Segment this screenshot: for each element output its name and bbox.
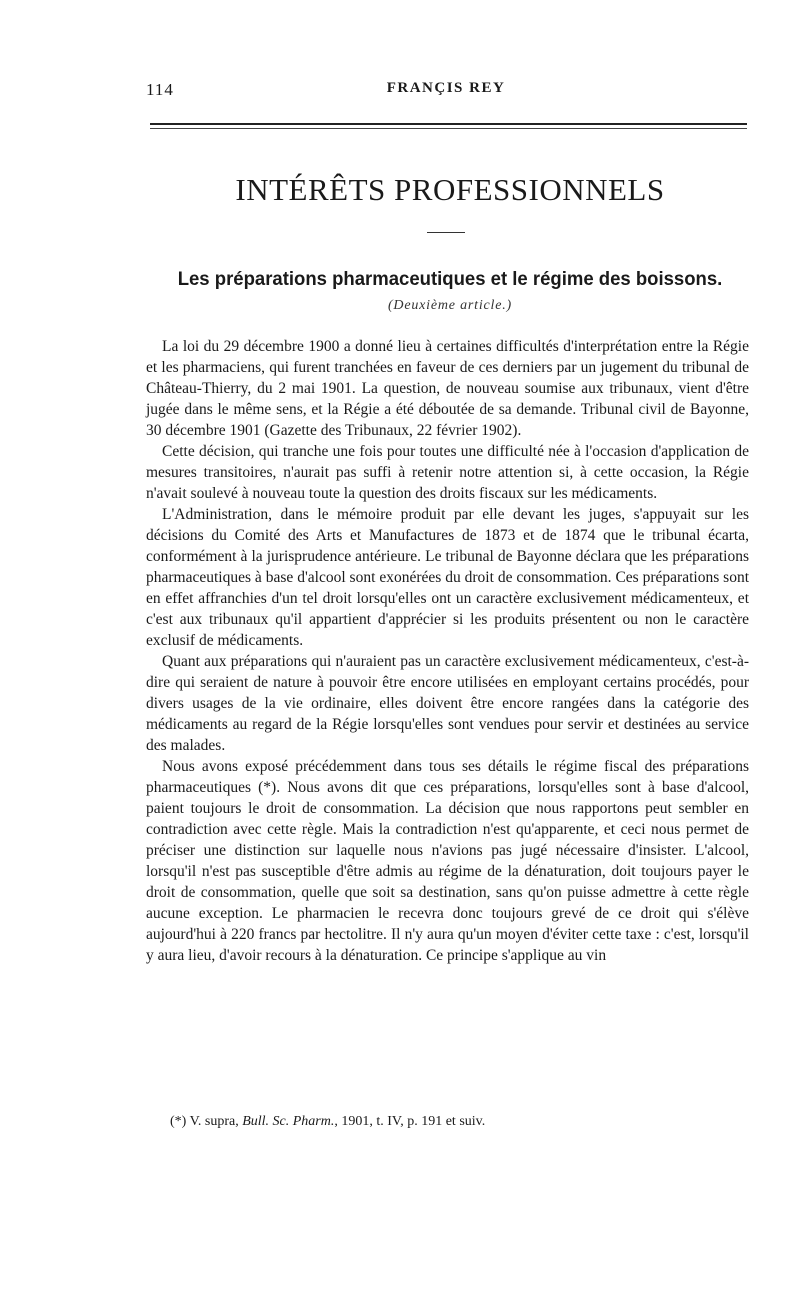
paragraph: Nous avons exposé précédemment dans tous ses détails le régime fiscal des préparations pharmaceutiques (*). Nous avons dit que ces préparations, lorsqu'elles sont à base d'alcool, paient toujours le droit de consommation. La décision que nous rapportons peut sembler en contradiction avec cette règle. Mais la contradiction n'est qu'apparente, et ceci nous permet de préciser une distinction sur laquelle nous n'avions pas jugé nécessaire d'insister. L'alcool, lorsqu'il n'est pas susceptible d'être admis au régime de la dénaturation, doit toujours payer le droit de consommation, quelle que soit sa destination, sans qu'on puisse admettre à cette règle aucune exception. Le pharmacien le recevra donc toujours grevé de ce droit qui s'élève aujourd'hui à 220 francs par hectolitre. Il n'y aura qu'un moyen d'éviter cette taxe : c'est, lorsqu'il y aura lieu, d'avoir recours à la dénaturation. Ce principe s'applique au vin xyxy=(146,758,749,964)
paragraph: L'Administration, dans le mémoire produit par elle devant les juges, s'appuyait sur les décisions du Comité des Arts et Manufactures de 1873 et de 1874 que le tribunal écarta, conformément à la jurisprudence antérieure. Le tribunal de Bayonne déclara que les préparations pharmaceutiques à base d'alcool sont exonérées du droit de consommation. Ces préparations sont en effet affranchies d'un tel droit lorsqu'elles ont un caractère exclusivement médicamenteux, et c'est aux tribunaux qu'il appartient d'apprécier si les produits présentent ou non le caractère exclusif de médicaments. xyxy=(146,506,749,649)
article-note: (Deuxième article.) xyxy=(387,298,513,313)
header-rule-thick xyxy=(150,123,747,125)
header-rule-thin xyxy=(150,128,747,129)
paragraph: Cette décision, qui tranche une fois pour toutes une difficulté née à l'occasion d'application de mesures transitoires, n'aurait pas suffi à retenir notre attention si, à cette occasion, la Régie n'avait soulevé à nouveau toute la question des droits fiscaux sur les médicaments. xyxy=(146,443,749,502)
paragraph: Quant aux préparations qui n'auraient pas un caractère exclusivement médicamenteux, c'est-à-dire qui seraient de nature à pouvoir être encore utilisées en employant certains procédés, pour divers usages de la vie ordinaire, elles doivent être encore rangées dans la catégorie des médicaments au regard de la Régie lorsqu'elles sont vendues pour servir et destinées au service des malades. xyxy=(146,653,749,754)
body-text xyxy=(146,336,749,966)
running-header xyxy=(146,80,746,102)
footnote xyxy=(170,1114,485,1130)
page-number: 114 xyxy=(146,80,174,99)
article-subtitle: Les préparations pharmaceutiques et le régime des boissons. xyxy=(177,268,723,290)
footnote-prefix: (*) V. supra, xyxy=(170,1114,239,1129)
title-separator xyxy=(427,232,465,233)
paragraph: La loi du 29 décembre 1900 a donné lieu à certaines difficultés d'interprétation entre la Régie et les pharmaciens, qui furent tranchées en faveur de ces derniers par un jugement du tribunal de Château-Thierry, du 2 mai 1901. La question, de nouveau soumise aux tribunaux, vient d'être jugée dans le même sens, et la Régie a été déboutée de sa demande. Tribunal civil de Bayonne, 30 décembre 1901 (Gazette des Tribunaux, 22 février 1902). xyxy=(146,338,749,439)
footnote-suffix: , 1901, t. IV, p. 191 et suiv. xyxy=(334,1114,486,1129)
section-title: INTÉRÊTS PROFESSIONNELS xyxy=(235,172,665,207)
footnote-journal: Bull. Sc. Pharm. xyxy=(242,1114,335,1129)
running-title: FRANÇIS REY xyxy=(386,80,506,96)
